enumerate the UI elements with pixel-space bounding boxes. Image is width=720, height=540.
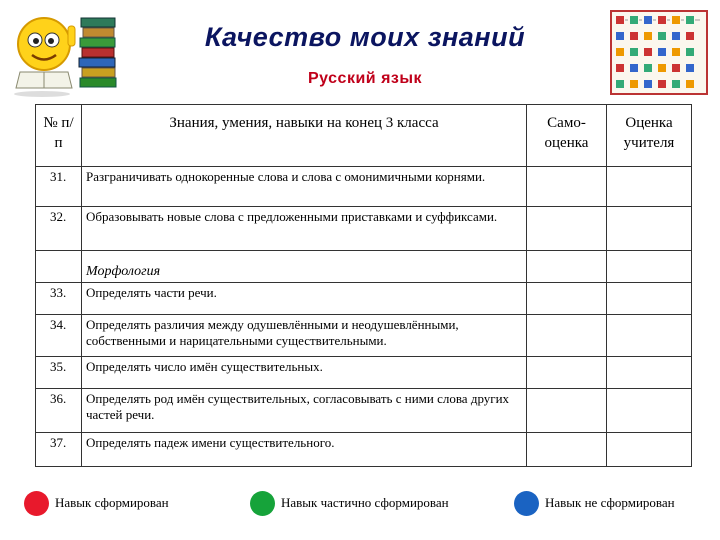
teacher-assessment-cell[interactable]: [607, 315, 692, 357]
self-assessment-cell[interactable]: [527, 357, 607, 389]
green-circle-icon: [250, 491, 275, 516]
row-skill-text: Определять число имён существительных.: [82, 357, 527, 389]
row-skill-text: Образовывать новые слова с предложенными приставками и суффиксами.: [82, 207, 527, 251]
teacher-assessment-cell[interactable]: [607, 357, 692, 389]
self-assessment-cell[interactable]: [527, 315, 607, 357]
table-row: [36, 167, 692, 207]
legend-item-formed: [24, 490, 169, 516]
legend-label: Навык частично сформирован: [281, 495, 449, 510]
col-header-teacher-assessment: Оценка учителя: [607, 105, 692, 167]
legend-item-not-formed: [514, 490, 675, 516]
table-header-row: [36, 105, 692, 167]
row-number: 36.: [36, 389, 82, 433]
self-assessment-cell[interactable]: [527, 433, 607, 467]
row-number: 37.: [36, 433, 82, 467]
row-skill-text: Определять падеж имени существительного.: [82, 433, 527, 467]
row-skill-text: Определять части речи.: [82, 283, 527, 315]
section-num-blank: [36, 251, 82, 283]
row-number: 32.: [36, 207, 82, 251]
legend-label: Навык сформирован: [55, 495, 169, 510]
col-header-num: № п/п: [36, 105, 82, 167]
col-header-skills: Знания, умения, навыки на конец 3 класса: [82, 105, 527, 167]
teacher-assessment-cell: [607, 251, 692, 283]
red-circle-icon: [24, 491, 49, 516]
self-assessment-cell[interactable]: [527, 167, 607, 207]
row-number: 35.: [36, 357, 82, 389]
section-title: Морфология: [82, 251, 527, 283]
legend-item-partially-formed: [250, 490, 449, 516]
teacher-assessment-cell[interactable]: [607, 207, 692, 251]
self-assessment-cell: [527, 251, 607, 283]
row-skill-text: Определять род имён существительных, согласовывать с ними слова других частей речи.: [82, 389, 527, 433]
teacher-assessment-cell[interactable]: [607, 389, 692, 433]
table-row: [36, 207, 692, 251]
page-title: Качество моих знаний: [204, 22, 526, 52]
row-skill-text: Разграничивать однокоренные слова и слова с омонимичными корнями.: [82, 167, 527, 207]
alphabet-poster-icon: [610, 10, 708, 95]
row-skill-text: Определять различия между одушевлёнными и неодушевлёнными, собственными и нарицательными существительными.: [82, 315, 527, 357]
table-row: [36, 283, 692, 315]
smiley-reading-books-icon: [12, 12, 122, 97]
table-row: [36, 433, 692, 467]
teacher-assessment-cell[interactable]: [607, 433, 692, 467]
blue-circle-icon: [514, 491, 539, 516]
self-assessment-cell[interactable]: [527, 283, 607, 315]
teacher-assessment-cell[interactable]: [607, 283, 692, 315]
row-number: 31.: [36, 167, 82, 207]
table-row: [36, 389, 692, 433]
subject-subtitle: Русский язык: [307, 70, 423, 87]
teacher-assessment-cell[interactable]: [607, 167, 692, 207]
col-header-self-assessment: Само-оценка: [527, 105, 607, 167]
self-assessment-cell[interactable]: [527, 389, 607, 433]
row-number: 33.: [36, 283, 82, 315]
legend-label: Навык не сформирован: [545, 495, 675, 510]
section-row: [36, 251, 692, 283]
row-number: 34.: [36, 315, 82, 357]
skills-table: [35, 104, 692, 467]
table-row: [36, 315, 692, 357]
table-row: [36, 357, 692, 389]
self-assessment-cell[interactable]: [527, 207, 607, 251]
